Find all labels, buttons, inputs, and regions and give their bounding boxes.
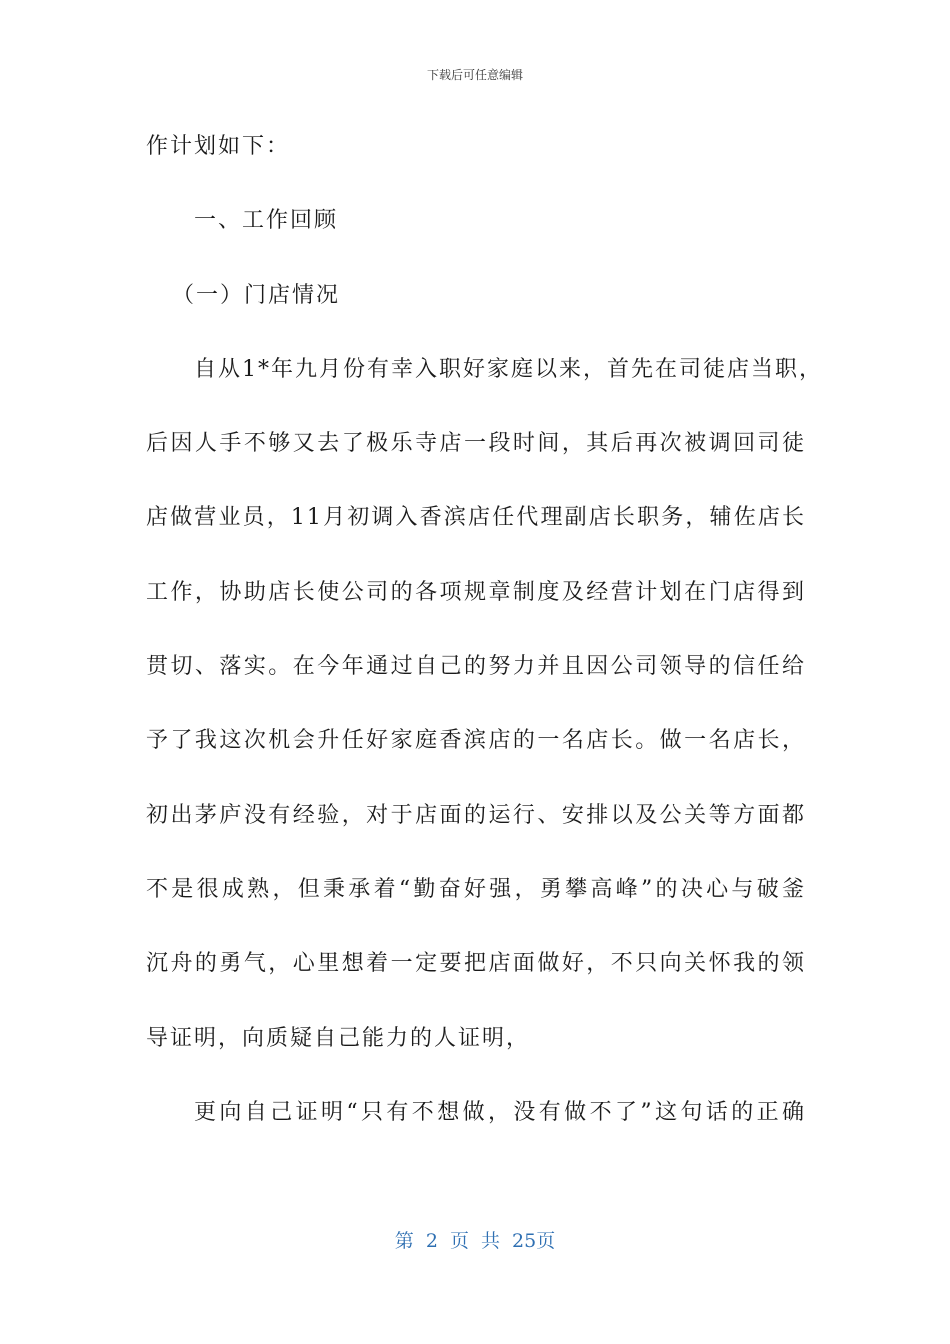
- page-number-footer: 第 2 页 共 25页: [394, 1230, 556, 1252]
- paragraph-line: 不是很成熟，但秉承着“勤奋好强，勇攀高峰”的决心与破釜: [146, 876, 806, 902]
- paragraph-line: 工作，协助店长使公司的各项规章制度及经营计划在门店得到: [146, 579, 806, 605]
- section-heading: 一、工作回顾: [194, 208, 339, 234]
- paragraph-line: 沉舟的勇气，心里想着一定要把店面做好，不只向关怀我的领: [146, 951, 806, 977]
- paragraph-line: 予了我这次机会升任好家庭香滨店的一名店长。做一名店长，: [146, 728, 806, 754]
- document-body: [146, 128, 823, 1168]
- body-line-1: 作计划如下：: [146, 134, 291, 159]
- paragraph-line: 导证明，向质疑自己能力的人证明，: [146, 1025, 531, 1051]
- paragraph-line: 更向自己证明“只有不想做，没有做不了”这句话的正确: [194, 1099, 806, 1125]
- paragraph-line: 贯切、落实。在今年通过自己的努力并且因公司领导的信任给: [146, 654, 806, 680]
- subsection-heading: （一）门店情况: [172, 282, 341, 308]
- paragraph-line: 店做营业员，11月初调入香滨店任代理副店长职务，辅佐店长: [146, 505, 806, 531]
- paragraph-line: 初出茅庐没有经验，对于店面的运行、安排以及公关等方面都: [146, 802, 806, 828]
- paragraph-line: 自从1*年九月份有幸入职好家庭以来，首先在司徒店当职，: [194, 356, 823, 382]
- paragraph-line: 后因人手不够又去了极乐寺店一段时间，其后再次被调回司徒: [146, 431, 806, 457]
- page-header-note: 下载后可任意编辑: [426, 68, 523, 82]
